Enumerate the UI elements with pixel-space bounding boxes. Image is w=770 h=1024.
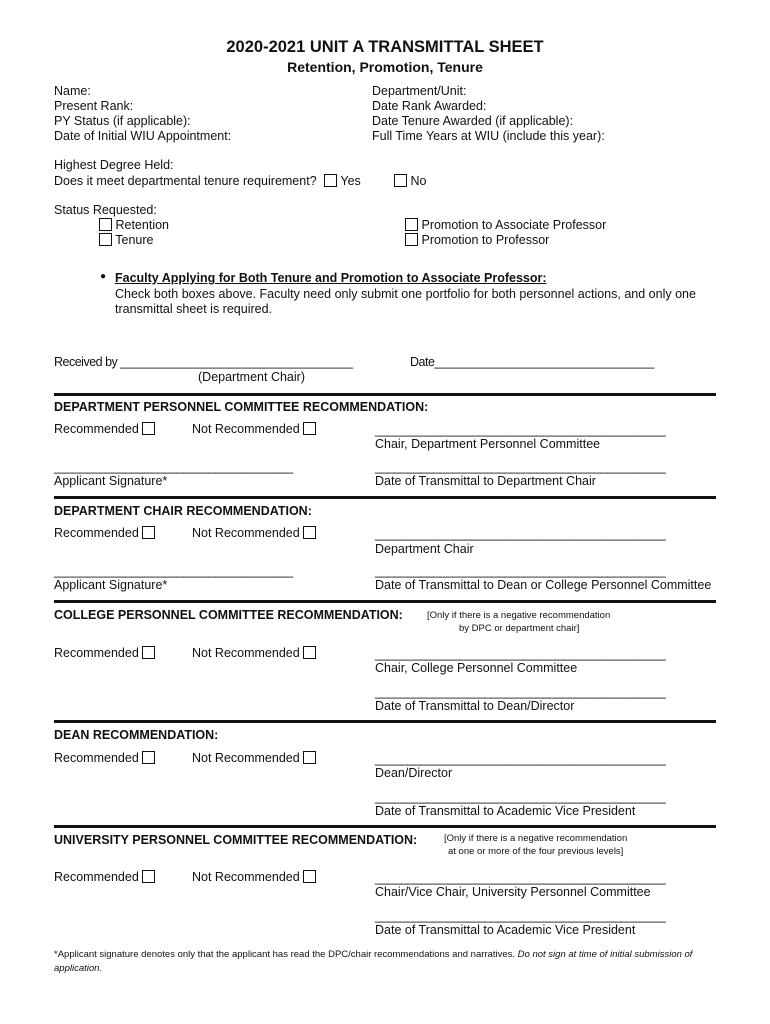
- upc-not-recommended-checkbox[interactable]: [303, 870, 316, 883]
- dpc-transmittal-caption: Date of Transmittal to Department Chair: [375, 474, 596, 488]
- footnote-text: *Applicant signature denotes only that the applicant has read the DPC/chair recommendations and narratives.: [54, 949, 518, 960]
- cpc-recommended: [54, 646, 155, 661]
- divider: [54, 825, 716, 828]
- highest-degree-label: Highest Degree Held:: [54, 158, 174, 172]
- note-line-2: transmittal sheet is required.: [115, 302, 273, 316]
- cpc-note-line-1: [Only if there is a negative recommendation: [427, 610, 611, 621]
- dpc-not-recommended-label: Not Recommended: [192, 422, 300, 436]
- cpc-note-line-2: by DPC or department chair]: [459, 623, 580, 634]
- dpc-recommended: [54, 422, 155, 437]
- upc-not-recommended-label: Not Recommended: [192, 870, 300, 884]
- dean-transmittal-caption: Date of Transmittal to Academic Vice President: [375, 804, 636, 818]
- cpc-chair-signature-line[interactable]: _____________________________________________: [375, 647, 666, 661]
- upc-recommended: [54, 870, 155, 885]
- upc-transmittal-date-line[interactable]: _____________________________________________: [375, 909, 666, 923]
- retention-option: [99, 218, 169, 233]
- dean-not-recommended-checkbox[interactable]: [303, 751, 316, 764]
- promo-assoc-label: Promotion to Associate Professor: [421, 218, 607, 232]
- yes-label: Yes: [340, 174, 361, 188]
- no-option: [394, 174, 426, 189]
- dpc-not-recommended: [192, 422, 316, 437]
- tenure-option: [99, 233, 153, 248]
- cpc-recommended-checkbox[interactable]: [142, 646, 155, 659]
- footnote: [54, 948, 694, 976]
- dpc-heading: DEPARTMENT PERSONNEL COMMITTEE RECOMMENDATION:: [54, 400, 429, 414]
- info-left: [54, 84, 231, 144]
- present-rank-label: Present Rank:: [54, 99, 134, 113]
- dean-not-recommended-label: Not Recommended: [192, 751, 300, 765]
- dpc-not-recommended-checkbox[interactable]: [303, 422, 316, 435]
- page-title: 2020-2021 UNIT A TRANSMITTAL SHEET: [226, 38, 544, 56]
- chair-not-recommended: [192, 526, 316, 541]
- department-chair-caption: (Department Chair): [198, 370, 305, 384]
- cpc-transmittal-caption: Date of Transmittal to Dean/Director: [375, 699, 575, 713]
- full-time-years-label: Full Time Years at WIU (include this year):: [372, 129, 605, 143]
- upc-chair-signature-line[interactable]: _____________________________________________: [375, 871, 666, 885]
- note-heading: Faculty Applying for Both Tenure and Promotion to Associate Professor:: [115, 271, 547, 285]
- chair-not-recommended-label: Not Recommended: [192, 526, 300, 540]
- chair-not-recommended-checkbox[interactable]: [303, 526, 316, 539]
- yes-checkbox[interactable]: [324, 174, 337, 187]
- cpc-recommended-label: Recommended: [54, 646, 139, 660]
- tenure-label: Tenure: [115, 233, 154, 247]
- dean-heading: DEAN RECOMMENDATION:: [54, 728, 219, 742]
- cpc-heading: COLLEGE PERSONNEL COMMITTEE RECOMMENDATION:: [54, 608, 403, 622]
- department-unit-label: Department/Unit:: [372, 84, 467, 98]
- divider: [54, 600, 716, 603]
- chair-recommended-label: Recommended: [54, 526, 139, 540]
- initial-appointment-label: Date of Initial WIU Appointment:: [54, 129, 232, 143]
- chair-caption: Department Chair: [375, 542, 474, 556]
- cpc-not-recommended-checkbox[interactable]: [303, 646, 316, 659]
- upc-transmittal-caption: Date of Transmittal to Academic Vice President: [375, 923, 636, 937]
- upc-heading: UNIVERSITY PERSONNEL COMMITTEE RECOMMENDATION:: [54, 833, 418, 847]
- dpc-recommended-label: Recommended: [54, 422, 139, 436]
- promo-prof-checkbox[interactable]: [405, 233, 418, 246]
- chair-recommended-checkbox[interactable]: [142, 526, 155, 539]
- no-checkbox[interactable]: [394, 174, 407, 187]
- divider: [54, 720, 716, 723]
- upc-note-line-2: at one or more of the four previous levels]: [448, 846, 624, 857]
- tenure-checkbox[interactable]: [99, 233, 112, 246]
- upc-chair-caption: Chair/Vice Chair, University Personnel Committee: [375, 885, 651, 899]
- page-subtitle: Retention, Promotion, Tenure: [287, 59, 483, 75]
- cpc-not-recommended-label: Not Recommended: [192, 646, 300, 660]
- chair-transmittal-date-line[interactable]: _____________________________________________: [375, 564, 666, 578]
- upc-note-line-1: [Only if there is a negative recommendation: [444, 833, 628, 844]
- dean-signature-line[interactable]: _____________________________________________: [375, 752, 666, 766]
- dpc-transmittal-date-line[interactable]: _____________________________________________: [375, 460, 666, 474]
- chair-applicant-signature-caption: Applicant Signature*: [54, 578, 168, 592]
- dean-not-recommended: [192, 751, 316, 766]
- upc-recommended-checkbox[interactable]: [142, 870, 155, 883]
- upc-recommended-label: Recommended: [54, 870, 139, 884]
- received-by-line[interactable]: Received by ____________________________________: [54, 355, 353, 369]
- footnote-italic-text: Do not sign at time of initial submission of application.: [54, 949, 693, 974]
- bullet-icon: ●: [100, 271, 107, 282]
- dpc-recommended-checkbox[interactable]: [142, 422, 155, 435]
- chair-transmittal-caption: Date of Transmittal to Dean or College Personnel Committee: [375, 578, 712, 592]
- note-line-1: Check both boxes above. Faculty need only submit one portfolio for both personnel actions, and only one: [115, 287, 696, 301]
- py-status-label: PY Status (if applicable):: [54, 114, 191, 128]
- promo-prof-label: Promotion to Professor: [421, 233, 550, 247]
- no-label: No: [410, 174, 427, 188]
- upc-not-recommended: [192, 870, 316, 885]
- promo-assoc-checkbox[interactable]: [405, 218, 418, 231]
- chair-signature-line[interactable]: _____________________________________________: [375, 527, 666, 541]
- dept-chair-heading: DEPARTMENT CHAIR RECOMMENDATION:: [54, 504, 312, 518]
- dean-recommended-label: Recommended: [54, 751, 139, 765]
- dean-recommended: [54, 751, 155, 766]
- received-date-line[interactable]: Date__________________________________: [410, 355, 654, 369]
- promo-prof-option: [405, 233, 549, 248]
- chair-applicant-signature-line[interactable]: _____________________________________: [54, 564, 293, 578]
- tenure-requirement-text: Does it meet departmental tenure requirement?: [54, 174, 317, 188]
- status-requested-label: Status Requested:: [54, 203, 157, 217]
- chair-recommended: [54, 526, 155, 541]
- dpc-chair-signature-line[interactable]: _____________________________________________: [375, 423, 666, 437]
- date-tenure-awarded-label: Date Tenure Awarded (if applicable):: [372, 114, 574, 128]
- dpc-applicant-signature-caption: Applicant Signature*: [54, 474, 168, 488]
- cpc-chair-caption: Chair, College Personnel Committee: [375, 661, 578, 675]
- cpc-not-recommended: [192, 646, 316, 661]
- divider: [54, 393, 716, 396]
- info-right: [372, 84, 605, 144]
- promo-assoc-option: [405, 218, 606, 233]
- dean-transmittal-date-line[interactable]: _____________________________________________: [375, 790, 666, 804]
- retention-label: Retention: [115, 218, 169, 232]
- tenure-requirement-question: [54, 174, 361, 189]
- date-rank-awarded-label: Date Rank Awarded:: [372, 99, 487, 113]
- name-label: Name:: [54, 84, 91, 98]
- dpc-chair-caption: Chair, Department Personnel Committee: [375, 437, 601, 451]
- dean-caption: Dean/Director: [375, 766, 453, 780]
- cpc-transmittal-date-line[interactable]: _____________________________________________: [375, 685, 666, 699]
- dean-recommended-checkbox[interactable]: [142, 751, 155, 764]
- retention-checkbox[interactable]: [99, 218, 112, 231]
- divider: [54, 496, 716, 499]
- dpc-applicant-signature-line[interactable]: _____________________________________: [54, 460, 293, 474]
